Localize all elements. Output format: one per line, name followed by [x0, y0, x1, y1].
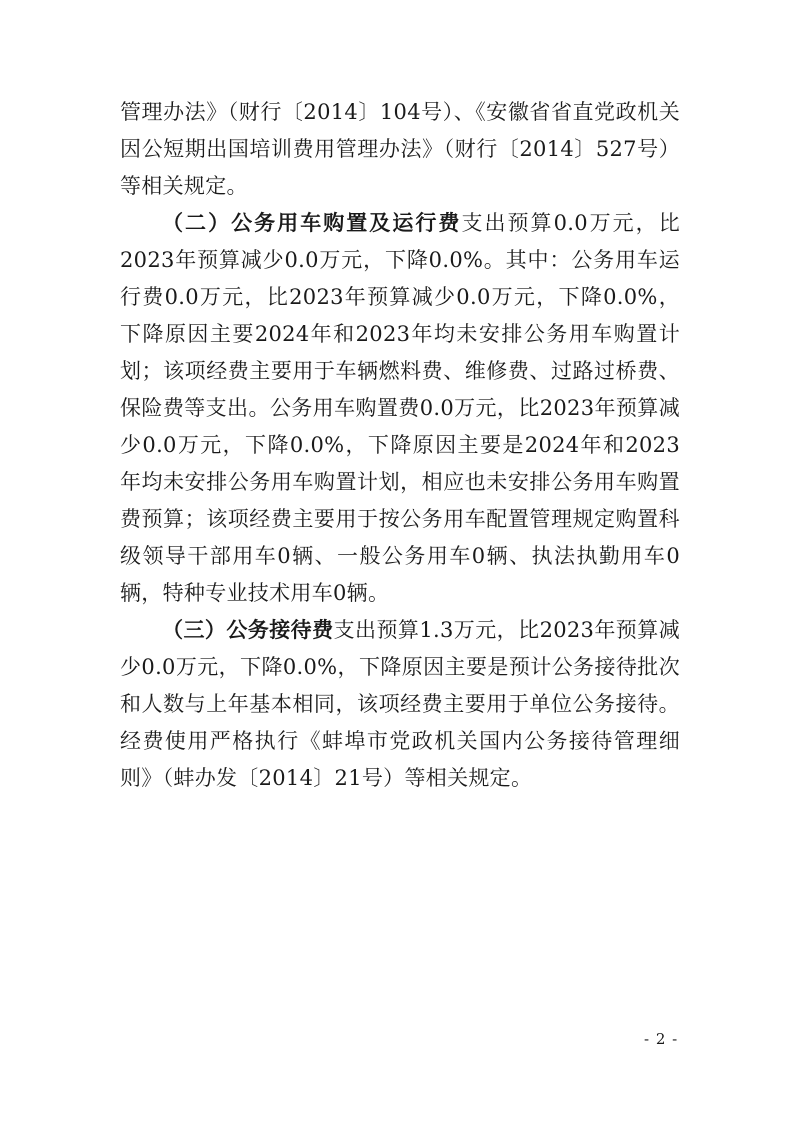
paragraph-continuation-text: 管理办法》（财行〔2014〕104号）、《安徽省省直党政机关因公短期出国培训费用管理办法》（财行〔2014〕527号）等相关规定。 — [120, 100, 680, 198]
section-body-reception-costs: 支出预算1.3万元，比2023年预算减少0.0万元，下降0.0%，下降原因主要是预计公务接待批次和人数与上年基本相同，该项经费主要用于单位公务接待。经费使用严格执行《蚌埠市党政机关国内公务接待管理细则》（蚌办发〔2014〕21号）等相关规定。 — [120, 618, 680, 790]
section-heading-vehicle-costs: （二）公务用车购置及运行费 — [162, 211, 462, 235]
section-heading-reception-costs: （三）公务接待费 — [162, 618, 334, 642]
page-number: - 2 - — [644, 1030, 679, 1048]
document-body — [120, 94, 680, 797]
paragraph-reception-costs — [120, 612, 680, 797]
section-body-vehicle-costs: 支出预算0.0万元，比2023年预算减少0.0万元，下降0.0%。其中：公务用车运行费0.0万元，比2023年预算减少0.0万元，下降0.0%，下降原因主要2024年和2023年均未安排公务用车购置计划；该项经费主要用于车辆燃料费、维修费、过路过桥费、保险费等支出。公务用车购置费0.0万元，比2023年预算减少0.0万元，下降0.0%，下降原因主要是2024年和2023年均未安排公务用车购置计划，相应也未安排公务用车购置费预算；该项经费主要用于按公务用车配置管理规定购置科级领导干部用车0辆、一般公务用车0辆、执法执勤用车0辆，特种专业技术用车0辆。 — [120, 211, 680, 605]
paragraph-vehicle-costs — [120, 205, 680, 612]
paragraph-continuation — [120, 94, 680, 205]
